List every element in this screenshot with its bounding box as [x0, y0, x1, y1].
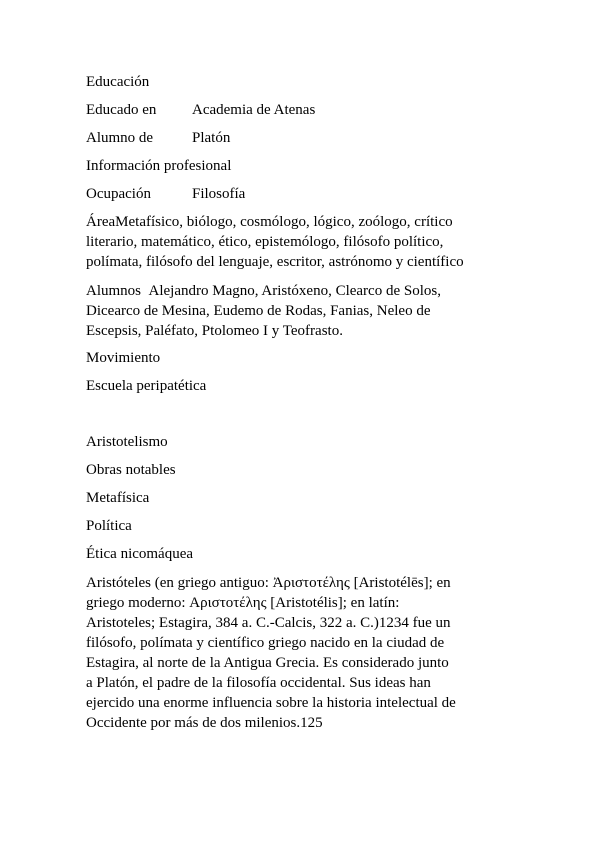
- education-heading: Educación: [86, 74, 150, 90]
- occupation-row: [86, 184, 245, 204]
- area-line-2: literario, matemático, ético, epistemólogo, filósofo político,: [86, 234, 444, 250]
- student-of-label: Alumno de: [86, 130, 154, 146]
- students-label: Alumnos: [86, 283, 142, 299]
- bio-line: Estagira, al norte de la Antigua Grecia. Es considerado junto: [86, 655, 449, 671]
- educated-in-label: Educado en: [86, 102, 157, 118]
- students-line-2: Dicearco de Mesina, Eudemo de Rodas, Fanias, Neleo de: [86, 303, 431, 319]
- bio-line: Aristoteles; Estagira, 384 a. C.-Calcis, 322 a. C.)1234 fue un: [86, 615, 451, 631]
- area-label: Área: [86, 214, 116, 230]
- movement-value: Escuela peripatética: [86, 378, 207, 394]
- area-line-1: Metafísico, biólogo, cosmólogo, lógico, zoólogo, crítico: [115, 214, 453, 230]
- area-line-3: polímata, filósofo del lenguaje, escritor, astrónomo y científico: [86, 254, 464, 270]
- notable-work-item: Ética nicomáquea: [86, 546, 194, 562]
- bio-paragraph: [86, 573, 526, 733]
- notable-work-item: Metafísica: [86, 490, 150, 506]
- area-block: [86, 212, 516, 272]
- professional-heading: Información profesional: [86, 158, 232, 174]
- bio-line: Occidente por más de dos milenios.125: [86, 715, 323, 731]
- students-block: [86, 281, 516, 341]
- bio-line: Aristóteles (en griego antiguo: Ἀριστοτέλης [Aristotélēs]; en: [86, 575, 451, 591]
- students-line-3: Escepsis, Paléfato, Ptolomeo I y Teofrasto.: [86, 323, 343, 339]
- occupation-value: Filosofía: [192, 186, 246, 202]
- bio-line: a Platón, el padre de la filosofía occidental. Sus ideas han: [86, 675, 431, 691]
- educated-in-value: Academia de Atenas: [192, 102, 316, 118]
- notable-works-heading: Obras notables: [86, 462, 176, 478]
- educated-in-row: [86, 100, 315, 120]
- notable-work-item: Política: [86, 518, 132, 534]
- bio-line: griego moderno: Αριστοτέλης [Aristotélis]; en latín:: [86, 595, 400, 611]
- student-of-row: [86, 128, 230, 148]
- occupation-label: Ocupación: [86, 186, 151, 202]
- students-line-1: Alejandro Magno, Aristóxeno, Clearco de Solos,: [148, 283, 441, 299]
- student-of-value: Platón: [192, 130, 231, 146]
- movement-heading: Movimiento: [86, 350, 161, 366]
- school-value: Aristotelismo: [86, 434, 168, 450]
- bio-line: filósofo, polímata y científico griego nacido en la ciudad de: [86, 635, 445, 651]
- bio-line: ejercido una enorme influencia sobre la historia intelectual de: [86, 695, 456, 711]
